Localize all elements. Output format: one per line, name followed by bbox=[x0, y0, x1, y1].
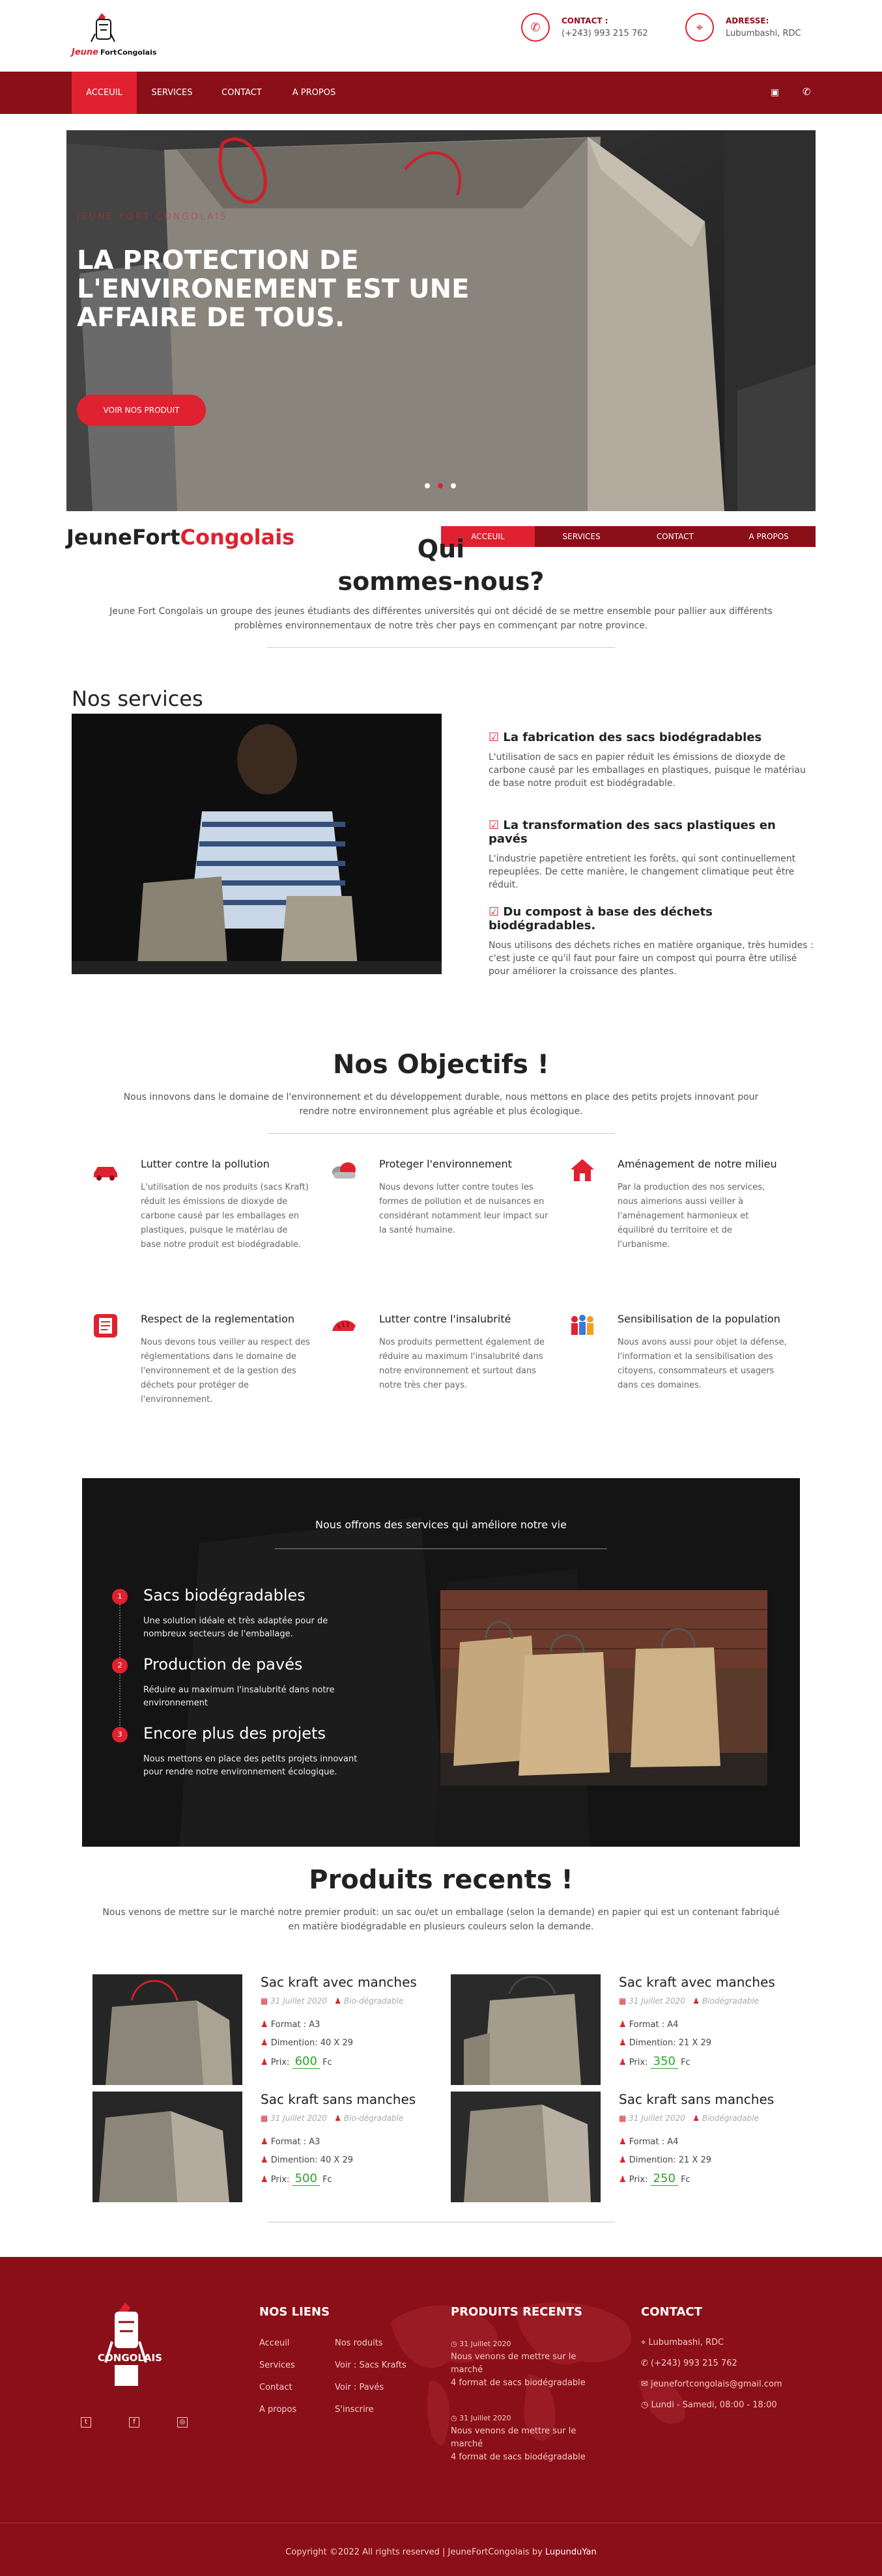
calendar-icon: ▦ bbox=[619, 1996, 627, 2006]
secondary-nav-acceuil[interactable]: ACCEUIL bbox=[441, 526, 535, 547]
currency: Fc bbox=[322, 2175, 332, 2185]
footer-link-produits[interactable]: Nos roduits bbox=[335, 2338, 383, 2348]
objectif-title-2: Proteger l'environnement bbox=[379, 1158, 512, 1170]
user-icon: ♟ bbox=[619, 2137, 627, 2147]
product-format-3: A3 bbox=[309, 2137, 320, 2147]
pangolin-icon bbox=[330, 1313, 358, 1337]
footer-links-col-1 bbox=[259, 2332, 296, 2421]
step-text-3: Nous mettons en place des petits projets innovant pour rendre notre environnement écologique. bbox=[143, 1754, 358, 1777]
footer-recent-line-2b: marché bbox=[451, 2439, 483, 2449]
facebook-icon[interactable]: f bbox=[129, 2417, 139, 2428]
phone-icon[interactable]: ✆ bbox=[803, 86, 811, 98]
product-price-4: 250 bbox=[651, 2172, 678, 2186]
check-icon: ☑ bbox=[489, 905, 500, 919]
price-label: Prix: bbox=[270, 2175, 290, 2185]
hero-cta-button[interactable]: VOIR NOS PRODUIT bbox=[77, 395, 206, 426]
service-title-3: Du compost à base des déchets biodégradables. bbox=[489, 905, 713, 932]
price-label: Prix: bbox=[629, 2175, 648, 2185]
product-image-1[interactable] bbox=[92, 1974, 242, 2085]
footer-contact-list bbox=[641, 2332, 782, 2416]
footer-link-inscrire[interactable]: S'inscrire bbox=[335, 2405, 374, 2415]
user-icon: ♟ bbox=[334, 2114, 342, 2123]
phone-icon: ✆ bbox=[641, 2359, 648, 2368]
secondary-nav-contact[interactable]: CONTACT bbox=[656, 532, 694, 541]
people-icon bbox=[568, 1313, 597, 1337]
calendar-icon: ▦ bbox=[261, 2114, 268, 2123]
footer-recent-line-2a: Nous venons de mettre sur le bbox=[451, 2426, 576, 2436]
objectif-text-4: Nous devons tous veiller au respect des réglementations dans le domaine de l'environnement et de la gestion des déchets pour protéger de l'environnement. bbox=[141, 1337, 310, 1405]
email-icon: ✉ bbox=[641, 2379, 648, 2389]
secondary-nav-a-propos[interactable]: A PROPOS bbox=[748, 532, 789, 541]
car-icon bbox=[91, 1158, 120, 1183]
product-image-4[interactable] bbox=[451, 2092, 601, 2202]
objectifs-heading: Nos Objectifs ! bbox=[332, 1050, 550, 1080]
offer-product-image bbox=[440, 1590, 767, 1785]
slider-dot-2[interactable] bbox=[438, 483, 443, 488]
site-logo[interactable] bbox=[72, 8, 157, 60]
about-text: Jeune Fort Congolais un groupe des jeunes étudiants des différentes universités qui ont décidé de se mettre ensemble pour pallier aux différents problèmes environnementaux de notre très cher pays en commençant par notre province. bbox=[109, 606, 773, 631]
divider bbox=[267, 1133, 615, 1134]
price-label: Prix: bbox=[629, 2058, 648, 2067]
calendar-icon: ◷ bbox=[451, 2340, 457, 2348]
price-label: Prix: bbox=[270, 2058, 290, 2067]
offer-heading: Nous offrons des services qui améliore notre vie bbox=[315, 1519, 567, 1531]
currency: Fc bbox=[681, 2175, 690, 2185]
contact-phone[interactable]: (+243) 993 215 762 bbox=[562, 29, 648, 38]
about-heading bbox=[0, 533, 882, 598]
footer-recent-1[interactable] bbox=[451, 2338, 601, 2390]
footer-recent-2[interactable] bbox=[451, 2412, 601, 2464]
product-format-2: A4 bbox=[667, 2020, 679, 2030]
dim-label: Dimention: bbox=[629, 2155, 676, 2165]
user-icon: ♟ bbox=[261, 2038, 268, 2048]
logo-text-jeune: Jeune bbox=[72, 48, 98, 57]
user-icon: ♟ bbox=[261, 2020, 268, 2030]
divider bbox=[267, 647, 615, 648]
offer-section bbox=[82, 1478, 800, 1847]
user-icon: ♟ bbox=[261, 2058, 268, 2067]
step-text-1: Une solution idéale et très adaptée pour de nombreux secteurs de l'emballage. bbox=[143, 1616, 328, 1639]
calendar-icon: ▦ bbox=[261, 1996, 268, 2006]
footer-recent-line-1b: marché bbox=[451, 2365, 483, 2375]
services-image bbox=[72, 714, 442, 974]
footer-link-a-propos[interactable]: A propos bbox=[259, 2405, 297, 2415]
hero-title-line-3: AFFAIRE DE TOUS. bbox=[77, 303, 345, 333]
user-icon: ♟ bbox=[619, 2020, 627, 2030]
brand-wordmark-prefix: Jeune bbox=[66, 525, 132, 550]
step-number-1: 1 bbox=[112, 1589, 128, 1604]
nav-item-acceuil[interactable]: ACCEUIL bbox=[72, 72, 137, 114]
brand-wordmark-suffix: Congolais bbox=[180, 525, 295, 550]
product-format-1: A3 bbox=[309, 2020, 320, 2030]
objectif-text-5: Nos produits permettent également de réduire au maximum l'insalubrité dans notre environnement et surtout dans notre très cher pays. bbox=[379, 1337, 545, 1390]
format-label: Format : bbox=[629, 2020, 665, 2030]
produits-heading: Produits recents ! bbox=[309, 1865, 573, 1895]
calendar-icon[interactable]: ▣ bbox=[771, 87, 780, 98]
footer-contact-hours: Lundi - Samedi, 08:00 - 18:00 bbox=[651, 2400, 777, 2410]
footer-logo[interactable] bbox=[72, 2303, 202, 2394]
objectif-text-2: Nous devons lutter contre toutes les formes de pollution et de nuisances en considérant notamment leur impact sur la santé humaine. bbox=[379, 1183, 548, 1235]
user-icon: ♟ bbox=[619, 2038, 627, 2048]
secondary-nav-services[interactable]: SERVICES bbox=[562, 532, 601, 541]
step-title-1: Sacs biodégradables bbox=[143, 1586, 306, 1604]
hero-slider bbox=[66, 130, 816, 511]
user-icon: ♟ bbox=[619, 2155, 627, 2165]
product-name-2[interactable]: Sac kraft avec manches bbox=[619, 1974, 775, 1990]
footer-recent-line-1c: 4 format de sacs biodégradable bbox=[451, 2378, 586, 2388]
location-pin-icon: ⌖ bbox=[641, 2338, 646, 2347]
service-text-1: L'utilisation de sacs en papier réduit les émissions de dioxyde de carbone causé par les emballages en plastiques, puisque le matériau de base notre produit est biodégradable. bbox=[489, 752, 806, 789]
footer-link-acceuil[interactable]: Acceuil bbox=[259, 2338, 290, 2348]
service-item-3 bbox=[489, 905, 817, 978]
objectif-item-2 bbox=[330, 1158, 551, 1275]
product-name-3[interactable]: Sac kraft sans manches bbox=[261, 2092, 416, 2107]
format-label: Format : bbox=[629, 2137, 665, 2147]
product-dim-4: 21 X 29 bbox=[678, 2155, 712, 2165]
product-dim-1: 40 X 29 bbox=[320, 2038, 354, 2048]
product-tag-2: Biodégradable bbox=[702, 1996, 760, 2006]
objectif-item-6 bbox=[568, 1313, 790, 1430]
user-icon: ♟ bbox=[619, 2175, 627, 2185]
objectif-title-1: Lutter contre la pollution bbox=[141, 1158, 270, 1170]
service-title-2: La transformation des sacs plastiques en pavés bbox=[489, 819, 776, 846]
footer-links-col-2 bbox=[335, 2332, 406, 2421]
objectif-title-6: Sensibilisation de la population bbox=[618, 1313, 780, 1325]
footer-contact-phone[interactable]: (+243) 993 215 762 bbox=[651, 2359, 737, 2368]
product-card-2 bbox=[619, 1974, 795, 2071]
services-heading: Nos services bbox=[72, 686, 203, 711]
product-dim-3: 40 X 29 bbox=[320, 2155, 354, 2165]
hero-kicker: JEUNE FORT CONGOLAIS bbox=[77, 212, 228, 222]
product-image-3[interactable] bbox=[92, 2092, 242, 2202]
footer-recent-date-1: 31 Juillet 2020 bbox=[459, 2340, 511, 2348]
address-value: Lubumbashi, RDC bbox=[726, 29, 801, 38]
nav-item-services[interactable]: SERVICES bbox=[151, 88, 193, 98]
product-tag-4: Biodégradable bbox=[702, 2114, 760, 2123]
footer-link-contact[interactable]: Contact bbox=[259, 2383, 292, 2392]
format-label: Format : bbox=[270, 2137, 307, 2147]
objectif-title-5: Lutter contre l'insalubrité bbox=[379, 1313, 511, 1325]
user-icon: ♟ bbox=[261, 2137, 268, 2147]
footer-link-sacs-krafts[interactable]: Voir : Sacs Krafts bbox=[335, 2360, 406, 2370]
copyright-text: Copyright ©2022 All rights reserved | JeuneFortCongolais by bbox=[285, 2547, 545, 2557]
product-price-2: 350 bbox=[651, 2054, 678, 2069]
hero-title-line-1: LA PROTECTION DE bbox=[77, 245, 359, 275]
footer-recent-line-2c: 4 format de sacs biodégradable bbox=[451, 2452, 586, 2462]
step-number-2: 2 bbox=[112, 1658, 128, 1673]
product-dim-2: 21 X 29 bbox=[678, 2038, 712, 2048]
product-card-4 bbox=[619, 2092, 795, 2188]
check-icon: ☑ bbox=[489, 731, 500, 744]
user-icon: ♟ bbox=[692, 2114, 700, 2123]
user-icon: ♟ bbox=[334, 1996, 342, 2006]
user-icon: ♟ bbox=[261, 2175, 268, 2185]
dim-label: Dimention: bbox=[270, 2038, 318, 2048]
header-contact bbox=[521, 14, 648, 40]
clock-icon: ◷ bbox=[641, 2400, 649, 2410]
product-date-1: 31 Juillet 2020 bbox=[270, 1996, 327, 2006]
copyright-author-link[interactable]: LupunduYan bbox=[545, 2547, 597, 2557]
objectif-item-4 bbox=[91, 1313, 313, 1430]
objectif-text-6: Nous avons aussi pour objet la défense, l'information et la sensibilisation des citoyens, consommateurs et usagers dans ces domaines. bbox=[618, 1337, 787, 1390]
format-label: Format : bbox=[270, 2020, 307, 2030]
cloud-icon bbox=[330, 1158, 358, 1183]
nav-item-a-propos[interactable]: A PROPOS bbox=[292, 88, 336, 98]
user-icon: ♟ bbox=[619, 2058, 627, 2067]
step-title-3: Encore plus des projets bbox=[143, 1724, 326, 1743]
twitter-icon[interactable]: t bbox=[81, 2417, 91, 2428]
divider bbox=[275, 1548, 607, 1549]
produits-intro: Nous venons de mettre sur le marché notre premier produit: un sac ou/et un emballage (selon la demande) en papier qui est un contenant fabriqué en matière biodégradable en plusieurs couleurs selon la demande. bbox=[102, 1907, 780, 1932]
product-price-1: 600 bbox=[292, 2054, 320, 2069]
product-card-1 bbox=[261, 1974, 436, 2071]
header-address bbox=[685, 14, 801, 40]
footer-recent-title: PRODUITS RECENTS bbox=[451, 2305, 583, 2319]
footer-contact-title: CONTACT bbox=[641, 2305, 702, 2319]
hero-title-line-2: L'ENVIRONEMENT EST UNE bbox=[77, 274, 470, 304]
product-date-3: 31 Juillet 2020 bbox=[270, 2114, 327, 2123]
objectif-item-1 bbox=[91, 1158, 313, 1275]
step-text-2: Réduire au maximum l'insalubrité dans notre environnement bbox=[143, 1685, 335, 1708]
objectif-item-5 bbox=[330, 1313, 551, 1430]
product-date-2: 31 Juillet 2020 bbox=[629, 1996, 685, 2006]
hero-title bbox=[77, 246, 533, 332]
footer-recent-date-2: 31 Juillet 2020 bbox=[459, 2414, 511, 2422]
product-tag-1: Bio-dégradable bbox=[343, 1996, 404, 2006]
product-name-1[interactable]: Sac kraft avec manches bbox=[261, 1974, 417, 1990]
service-text-3: Nous utilisons des déchets riches en matière organique, très humides : c'est juste ce qu'il faut pour faire un compost qui pourra être utilisé pour améliorer la croissance des plantes. bbox=[489, 940, 814, 977]
check-icon: ☑ bbox=[489, 819, 500, 832]
slider-dot-1[interactable] bbox=[425, 483, 430, 488]
step-number-3: 3 bbox=[112, 1727, 128, 1743]
calendar-icon: ▦ bbox=[619, 2114, 627, 2123]
about-heading-line-2: sommes-nous? bbox=[337, 567, 545, 596]
footer-recent-line-1a: Nous venons de mettre sur le bbox=[451, 2352, 576, 2362]
instagram-icon[interactable]: ◎ bbox=[177, 2417, 188, 2428]
home-icon bbox=[568, 1158, 597, 1183]
dim-label: Dimention: bbox=[270, 2155, 318, 2165]
user-icon: ♟ bbox=[692, 1996, 700, 2006]
service-text-2: L'industrie papetière entretient les forêts, qui sont continuellement repeuplées. De cette manière, le changement climatique peut être réduit. bbox=[489, 854, 796, 890]
footer bbox=[0, 2257, 882, 2576]
footer-contact-email[interactable]: jeunefortcongolais@gmail.com bbox=[651, 2379, 782, 2389]
product-date-4: 31 Juillet 2020 bbox=[629, 2114, 685, 2123]
footer-contact-address: Lubumbashi, RDC bbox=[648, 2338, 724, 2347]
product-image-2[interactable] bbox=[451, 1974, 601, 2085]
footer-link-paves[interactable]: Voir : Pavés bbox=[335, 2383, 384, 2392]
footer-link-services[interactable]: Services bbox=[259, 2360, 295, 2370]
main-nav bbox=[0, 72, 882, 114]
step-title-2: Production de pavés bbox=[143, 1655, 303, 1673]
service-item-1 bbox=[489, 731, 817, 790]
document-icon bbox=[91, 1313, 120, 1337]
user-icon: ♟ bbox=[261, 2155, 268, 2165]
dim-label: Dimention: bbox=[629, 2038, 676, 2048]
product-format-4: A4 bbox=[667, 2137, 679, 2147]
currency: Fc bbox=[322, 2058, 332, 2067]
service-item-2 bbox=[489, 819, 817, 891]
location-pin-icon: ⌖ bbox=[685, 13, 714, 42]
objectif-text-3: Par la production des nos services, nous aimerions aussi veiller à l'aménagement harmonieux et équilibré du territoire et de l'urbanisme. bbox=[618, 1183, 765, 1250]
logo-text-fort: Fort bbox=[100, 48, 117, 57]
calendar-icon: ◷ bbox=[451, 2414, 457, 2422]
service-title-1: La fabrication des sacs biodégradables bbox=[503, 731, 762, 744]
product-price-3: 500 bbox=[292, 2172, 320, 2186]
logo-text-congolais: Congolais bbox=[117, 48, 157, 57]
objectif-title-3: Aménagement de notre milieu bbox=[618, 1158, 777, 1170]
footer-links-title: NOS LIENS bbox=[259, 2305, 330, 2319]
top-bar bbox=[0, 0, 882, 72]
phone-icon: ✆ bbox=[521, 13, 550, 42]
currency: Fc bbox=[681, 2058, 690, 2067]
nav-item-contact[interactable]: CONTACT bbox=[221, 88, 262, 98]
product-tag-3: Bio-dégradable bbox=[343, 2114, 404, 2123]
objectif-item-3 bbox=[568, 1158, 790, 1275]
objectif-title-4: Respect de la reglementation bbox=[141, 1313, 294, 1325]
objectif-text-1: L'utilisation de nos produits (sacs Kraft) réduit les émissions de dioxyde de carbone causé par les emballages en plastiques, puisque le matériau de base notre produit est biodégradable. bbox=[141, 1183, 309, 1250]
product-name-4[interactable]: Sac kraft sans manches bbox=[619, 2092, 775, 2107]
address-title: ADRESSE: bbox=[726, 16, 769, 25]
product-card-3 bbox=[261, 2092, 436, 2188]
contact-title: CONTACT : bbox=[562, 16, 608, 25]
objectifs-intro: Nous innovons dans le domaine de l'environnement et du développement durable, nous mettons en place des petits projets innovant pour rendre notre environnement plus agréable et plus écologique. bbox=[123, 1092, 759, 1117]
copyright bbox=[0, 2547, 882, 2557]
footer-logo-text: CONGOLAIS bbox=[98, 2352, 162, 2364]
about-heading-line-1: Qui bbox=[417, 535, 465, 563]
slider-dot-3[interactable] bbox=[451, 483, 456, 488]
brand-wordmark-mid: Fort bbox=[132, 525, 180, 550]
